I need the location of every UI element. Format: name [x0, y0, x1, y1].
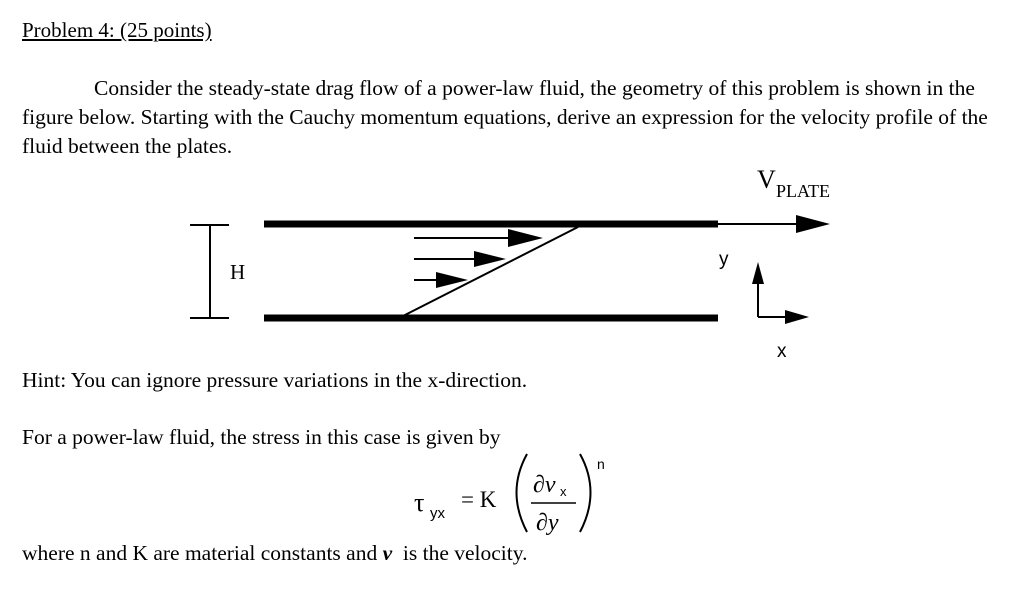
velocity-vector-middle-head	[474, 251, 506, 267]
problem-paragraph-text: Consider the steady-state drag flow of a power-law fluid, the geometry of this problem is shown in the figure below. Starting with the Cauchy momentum equations, derive an expression for the velocity profile of the fluid between the plates.	[22, 76, 988, 158]
velocity-profile-line	[403, 227, 578, 316]
velocity-symbol: v	[382, 541, 393, 565]
hint-text: Hint: You can ignore pressure variations in the x-direction.	[22, 368, 528, 392]
where-text	[22, 541, 527, 566]
equation-equals-k: = K	[461, 487, 497, 512]
where-text-after: is the velocity.	[392, 541, 528, 565]
equation-left-paren	[517, 454, 528, 532]
plate-velocity-symbol: V	[757, 165, 776, 194]
y-axis-label: y	[719, 249, 729, 270]
plate-velocity-subscript: PLATE	[776, 181, 830, 201]
equation-numerator-subscript: x	[560, 484, 567, 499]
x-axis-label: x	[777, 341, 787, 362]
y-axis-arrowhead	[752, 262, 764, 284]
stress-equation	[414, 454, 605, 536]
equation-exponent: n	[597, 456, 605, 472]
equation-tau: τ	[414, 488, 425, 517]
x-axis-arrowhead	[785, 310, 809, 324]
equation-tau-subscript: yx	[430, 505, 445, 522]
equation-numerator: ∂v	[533, 472, 556, 498]
equation-denominator: ∂y	[536, 510, 559, 536]
height-label: H	[230, 260, 246, 284]
plate-velocity-arrowhead	[796, 215, 830, 233]
stress-intro-text: For a power-law fluid, the stress in this case is given by	[22, 425, 501, 449]
velocity-vector-top-head	[508, 229, 543, 247]
equation-right-paren	[580, 454, 591, 532]
where-text-before: where n and K are material constants and	[22, 541, 383, 565]
problem-heading: Problem 4: (25 points)	[22, 18, 212, 42]
